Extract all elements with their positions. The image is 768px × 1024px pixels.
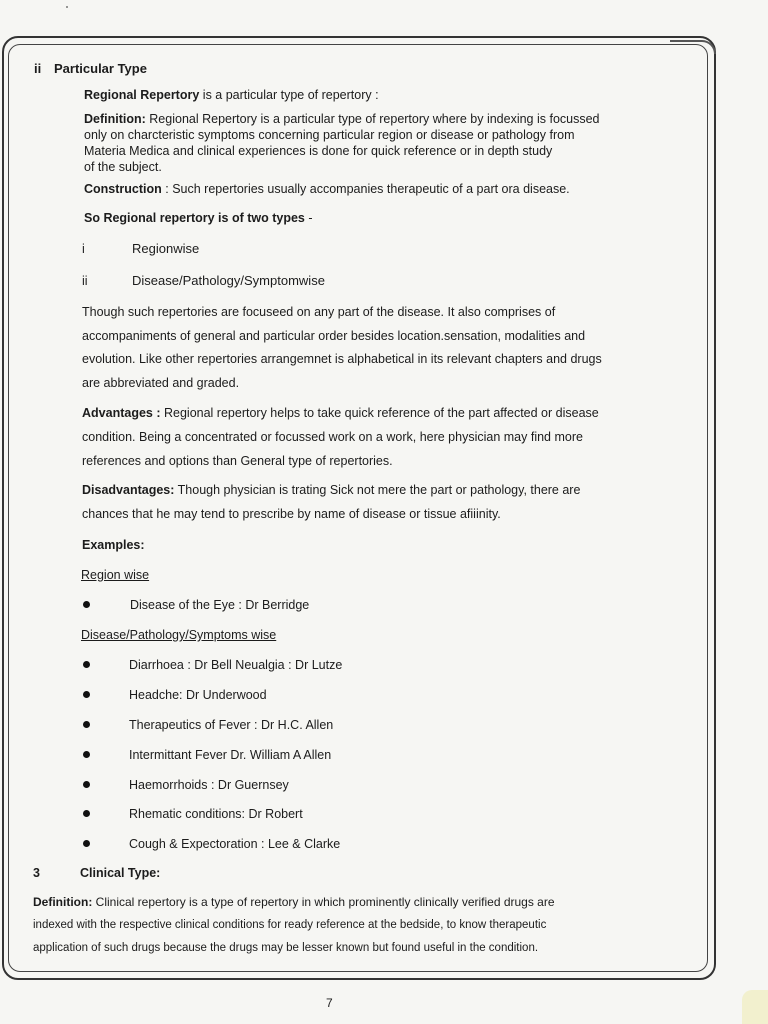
types-heading-line [84, 210, 313, 226]
section-title: Clinical Type: [80, 866, 161, 880]
bullet-icon [83, 751, 90, 758]
disadvantages-line-1 [82, 482, 580, 498]
clinical-definition-line-1 [33, 894, 555, 910]
page-number: 7 [326, 996, 333, 1010]
advantages-label: Advantages : [82, 406, 161, 420]
types-heading: So Regional repertory is of two types [84, 211, 305, 225]
type-num: ii [82, 274, 88, 288]
disease-wise-item: Haemorrhoids : Dr Guernsey [129, 778, 289, 792]
bullet-icon [83, 810, 90, 817]
section-number: ii [34, 61, 42, 76]
clinical-definition-text: Clinical repertory is a type of repertory in which prominently clinically verified drugs are [95, 895, 555, 909]
definition-line-2: only on charcteristic symptoms concerning particular region or disease or pathology from [84, 128, 575, 142]
bullet-icon [83, 661, 90, 668]
type-num: i [82, 242, 85, 256]
construction-line [84, 181, 570, 197]
disease-wise-item: Diarrhoea : Dr Bell Neualgia : Dr Lutze [129, 658, 343, 672]
disadvantages-line-2: chances that he may tend to prescribe by name of disease or tissue afiiinity. [82, 507, 501, 521]
bullet-icon [83, 840, 90, 847]
clinical-definition-label: Definition: [33, 895, 93, 909]
clinical-definition-line-2: indexed with the respective clinical conditions for ready reference at the bedside, to know therapeutic [33, 919, 547, 931]
definition-line-1 [84, 111, 600, 127]
regional-repertory-label: Regional Repertory [84, 88, 200, 102]
disease-wise-item: Intermittant Fever Dr. William A Allen [129, 748, 332, 762]
regional-repertory-text: is a particular type of repertory : [202, 88, 379, 102]
disease-wise-item: Rhematic conditions: Dr Robert [129, 807, 303, 821]
paper-corner-stain [742, 990, 768, 1024]
region-wise-heading: Region wise [81, 568, 150, 582]
body-paragraph-line-2: accompaniments of general and particular order besides location.sensation, modalities and [82, 329, 586, 343]
disease-wise-heading: Disease/Pathology/Symptoms wise [81, 628, 277, 642]
disease-wise-item: Therapeutics of Fever : Dr H.C. Allen [129, 718, 334, 732]
section-title: Particular Type [54, 61, 147, 76]
definition-line-3: Materia Medica and clinical experiences is done for quick reference or in depth study [84, 144, 553, 158]
section-number: 3 [33, 866, 40, 880]
bullet-icon [83, 691, 90, 698]
advantages-line-1 [82, 405, 599, 421]
advantages-text: Regional repertory helps to take quick reference of the part affected or disease [163, 406, 599, 420]
examples-label: Examples: [82, 538, 145, 552]
advantages-line-3: references and options than General type of repertories. [82, 454, 393, 468]
bullet-icon [83, 721, 90, 728]
types-dash: - [308, 211, 313, 225]
body-paragraph-line-4: are abbreviated and graded. [82, 376, 240, 390]
disease-wise-item: Headche: Dr Underwood [129, 688, 267, 702]
construction-text: : Such repertories usually accompanies therapeutic of a part ora disease. [165, 182, 570, 196]
bullet-icon [83, 781, 90, 788]
region-wise-item: Disease of the Eye : Dr Berridge [130, 598, 310, 612]
type-label: Disease/Pathology/Symptomwise [132, 273, 325, 288]
definition-label: Definition: [84, 112, 146, 126]
disease-wise-item: Cough & Expectoration : Lee & Clarke [129, 837, 341, 851]
regional-repertory-line [84, 87, 379, 103]
definition-text: Regional Repertory is a particular type of repertory where by indexing is focussed [149, 112, 600, 126]
clinical-definition-line-3: application of such drugs because the drugs may be lesser known but found useful in the condition. [33, 942, 539, 954]
definition-line-4: of the subject. [84, 160, 162, 174]
advantages-line-2: condition. Being a concentrated or focussed work on a work, here physician may find more [82, 430, 583, 444]
body-paragraph-line-1: Though such repertories are focuseed on any part of the disease. It also comprises of [82, 305, 556, 319]
bullet-icon [83, 601, 90, 608]
disadvantages-label: Disadvantages: [82, 483, 175, 497]
disadvantages-text: Though physician is trating Sick not mere the part or pathology, there are [177, 483, 581, 497]
body-paragraph-line-3: evolution. Like other repertories arrangemnet is alphabetical in its relevant chapters and drugs [82, 352, 602, 366]
construction-label: Construction [84, 182, 162, 196]
type-label: Regionwise [132, 241, 200, 256]
